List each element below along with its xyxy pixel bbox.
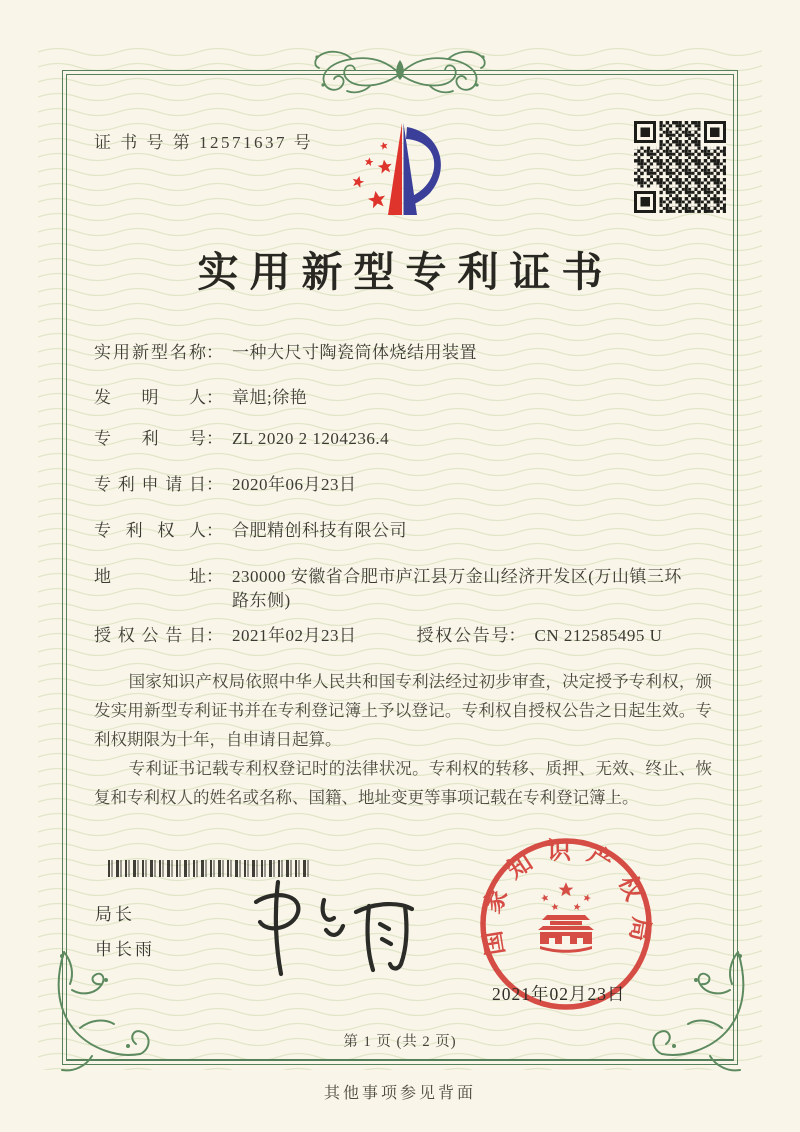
certificate-title: 实用新型专利证书 bbox=[197, 249, 614, 295]
field-colon: ： bbox=[206, 429, 223, 448]
field-value: 一种大尺寸陶瓷筒体烧结用装置 bbox=[232, 343, 477, 362]
field-colon: ： bbox=[206, 475, 223, 494]
top-flourish-ornament bbox=[290, 44, 510, 100]
field-label: 发明人 bbox=[94, 388, 206, 407]
field-colon: ： bbox=[206, 388, 223, 407]
field-label: 地址 bbox=[94, 567, 206, 586]
field-row-name bbox=[94, 341, 714, 365]
field-row-inventor bbox=[94, 386, 714, 410]
director-block bbox=[95, 906, 155, 958]
field-row-address bbox=[94, 565, 714, 613]
bottom-right-flourish bbox=[646, 948, 758, 1082]
cnipa-logo bbox=[333, 111, 467, 229]
grant-number-group bbox=[417, 624, 663, 648]
field-colon: ： bbox=[206, 343, 223, 362]
legal-paragraph-2: 专利证书记载专利权登记时的法律状况。专利权的转移、质押、无效、终止、恢复和专利权人的姓名或名称、国籍、地址变更等事项记载在专利登记簿上。 bbox=[94, 759, 712, 807]
seal-ring-text: 国家知识产权局 bbox=[478, 838, 654, 957]
director-name: 申长雨 bbox=[95, 940, 155, 959]
barcode bbox=[108, 860, 310, 877]
legal-text bbox=[94, 667, 712, 812]
field-row-grant bbox=[94, 624, 714, 648]
field-label: 授权公告日 bbox=[94, 626, 206, 645]
director-title: 局长 bbox=[95, 905, 135, 924]
field-label: 授权公告号 bbox=[416, 626, 509, 645]
certificate-number: 证 书 号 第 12571637 号 bbox=[94, 133, 314, 152]
grant-date-value: 2021年02月23日 bbox=[232, 626, 357, 645]
field-value: 2020年06月23日 bbox=[232, 475, 357, 494]
director-signature bbox=[222, 876, 414, 982]
field-colon: ： bbox=[206, 567, 223, 586]
seal-date: 2021年02月23日 bbox=[492, 984, 626, 1004]
footer-note: 其他事项参见背面 bbox=[323, 1085, 476, 1102]
field-colon: ： bbox=[206, 626, 223, 645]
certificate-fields bbox=[94, 341, 714, 648]
field-value: 合肥精创科技有限公司 bbox=[232, 521, 407, 540]
field-label: 专利权人 bbox=[94, 521, 206, 540]
field-value: 章旭;徐艳 bbox=[232, 388, 308, 407]
grant-number-value: CN 212585495 U bbox=[534, 626, 663, 645]
field-label: 专利号 bbox=[94, 429, 206, 448]
bottom-left-flourish bbox=[44, 948, 156, 1082]
field-row-patent-number bbox=[94, 427, 714, 451]
field-value: 230000 安徽省合肥市庐江县万金山经济开发区(万山镇三环路东侧) bbox=[232, 567, 682, 610]
field-colon: ： bbox=[206, 521, 223, 540]
field-label: 实用新型名称 bbox=[94, 343, 206, 362]
field-colon: ： bbox=[508, 626, 526, 645]
field-row-patentee bbox=[94, 519, 714, 543]
legal-paragraph-1: 国家知识产权局依照中华人民共和国专利法经过初步审查，决定授予专利权，颁发实用新型专利证书并在专利登记簿上予以登记。专利权自授权公告之日起生效。专利权期限为十年，自申请日起算。 bbox=[94, 672, 712, 749]
national-emblem bbox=[538, 882, 594, 953]
field-label: 专利申请日 bbox=[94, 475, 206, 494]
field-value: ZL 2020 2 1204236.4 bbox=[232, 429, 390, 448]
qr-code bbox=[634, 121, 726, 213]
field-row-filing-date bbox=[94, 473, 714, 497]
page-number: 第 1 页 (共 2 页) bbox=[343, 1034, 457, 1050]
